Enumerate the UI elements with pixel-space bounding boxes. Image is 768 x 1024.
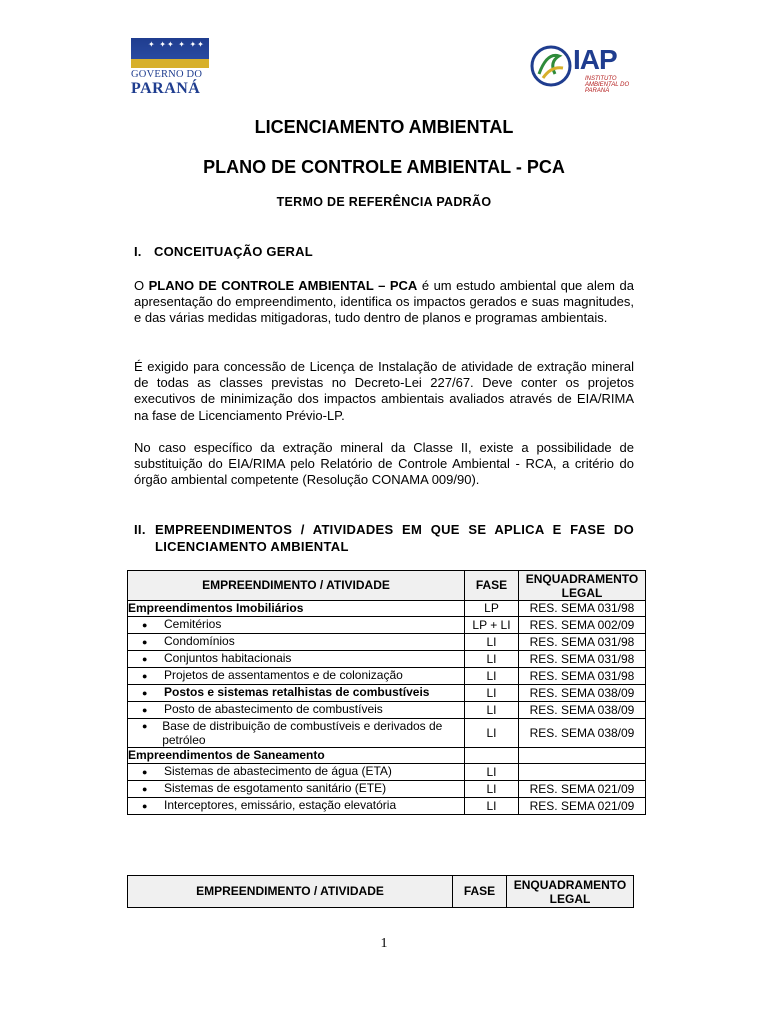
- bullet-icon: ●: [142, 637, 148, 647]
- table-row: [128, 668, 646, 685]
- row-legal: [519, 764, 646, 781]
- bullet-icon: ●: [142, 620, 148, 630]
- row-fase: LI: [465, 651, 519, 668]
- row-fase: LI: [465, 685, 519, 702]
- governo-parana-logo: [131, 38, 211, 98]
- row-activity: Sistemas de esgotamento sanitário (ETE): [164, 781, 387, 795]
- table-row: [128, 601, 646, 617]
- parana-flag-icon: [131, 38, 209, 68]
- row-fase: LI: [465, 798, 519, 815]
- bullet-icon: ●: [142, 801, 148, 811]
- iap-logo: [529, 44, 633, 92]
- iap-emblem-icon: [529, 44, 573, 88]
- page-number: 1: [380, 936, 388, 951]
- row-legal: RES. SEMA 021/09: [519, 798, 646, 815]
- row-legal: RES. SEMA 031/98: [519, 651, 646, 668]
- table-row: [128, 685, 646, 702]
- group-label: Empreendimentos Imobiliários: [128, 601, 465, 617]
- row-fase: LI: [465, 719, 519, 748]
- section-2-number: II.: [134, 522, 146, 537]
- paragraph-2: É exigido para concessão de Licença de Instalação de atividade de extração mineral de todas as classes previstas no Decreto-Lei 227/67. Deve conter os projetos executivos de minimização dos impactos ambientais avaliados através de EIA/RIMA na fase de Licenciamento Prévio-LP.: [134, 359, 634, 423]
- table-header-row: [128, 571, 646, 601]
- row-fase: LI: [465, 781, 519, 798]
- bullet-icon: ●: [142, 784, 148, 794]
- header-fase: FASE: [453, 876, 507, 908]
- row-legal: RES. SEMA 031/98: [519, 668, 646, 685]
- row-activity: Posto de abastecimento de combustíveis: [164, 702, 383, 716]
- logo-right-sub: INSTITUTO AMBIENTAL DO PARANÁ: [585, 76, 630, 94]
- section-2-title: EMPREENDIMENTOS / ATIVIDADES EM QUE SE APLICA E FASE DO LICENCIAMENTO AMBIENTAL: [155, 522, 634, 554]
- row-legal: RES. SEMA 038/09: [519, 719, 646, 748]
- bullet-icon: ●: [142, 721, 148, 731]
- header-legal: ENQUADRAMENTO LEGAL: [507, 876, 634, 908]
- row-activity: Interceptores, emissário, estação elevatória: [164, 798, 397, 812]
- header-fase: FASE: [465, 571, 519, 601]
- para1-prefix: O: [134, 278, 149, 293]
- section-1-heading: [134, 244, 313, 259]
- title-licenciamento: LICENCIAMENTO AMBIENTAL: [254, 117, 514, 137]
- row-fase: LI: [465, 668, 519, 685]
- row-fase: LI: [465, 764, 519, 781]
- row-activity: Postos e sistemas retalhistas de combustíveis: [164, 685, 430, 699]
- header-legal: ENQUADRAMENTO LEGAL: [519, 571, 646, 601]
- row-legal: RES. SEMA 002/09: [519, 617, 646, 634]
- paragraph-1: [134, 278, 634, 327]
- row-legal: RES. SEMA 038/09: [519, 685, 646, 702]
- logo-left-line2: PARANÁ: [131, 80, 201, 97]
- activities-table: [127, 570, 646, 815]
- row-legal: RES. SEMA 038/09: [519, 702, 646, 719]
- bullet-icon: ●: [142, 688, 148, 698]
- row-activity: Cemitérios: [164, 617, 222, 631]
- subtitle-termo: TERMO DE REFERÊNCIA PADRÃO: [276, 195, 492, 209]
- table-row: [128, 617, 646, 634]
- bullet-icon: ●: [142, 671, 148, 681]
- row-fase: LI: [465, 634, 519, 651]
- row-legal: [519, 748, 646, 764]
- row-fase: LI: [465, 702, 519, 719]
- row-activity: Projetos de assentamentos e de colonização: [164, 668, 403, 682]
- row-activity: Conjuntos habitacionais: [164, 651, 292, 665]
- bullet-icon: ●: [142, 767, 148, 777]
- row-legal: RES. SEMA 031/98: [519, 634, 646, 651]
- header-activity: EMPREENDIMENTO / ATIVIDADE: [128, 876, 453, 908]
- table-row: [128, 719, 646, 748]
- section-1-title: CONCEITUAÇÃO GERAL: [154, 244, 313, 259]
- bullet-icon: ●: [142, 705, 148, 715]
- row-fase: LP + LI: [465, 617, 519, 634]
- table-row: [128, 634, 646, 651]
- table-header-row: [128, 876, 634, 908]
- table-row: [128, 781, 646, 798]
- table-row: [128, 702, 646, 719]
- table-row: [128, 764, 646, 781]
- row-fase: LP: [465, 601, 519, 617]
- paragraph-3: No caso específico da extração mineral da Classe II, existe a possibilidade de substituição do EIA/RIMA pelo Relatório de Controle Ambiental - RCA, a critério do órgão ambiental competente (Resolução CONAMA 009/90).: [134, 440, 634, 488]
- activities-table-continued: [127, 875, 634, 908]
- row-legal: RES. SEMA 031/98: [519, 601, 646, 617]
- header-activity: EMPREENDIMENTO / ATIVIDADE: [128, 571, 465, 601]
- logo-left-line1: GOVERNO DO: [131, 69, 203, 80]
- row-activity: Sistemas de abastecimento de água (ETA): [164, 764, 392, 778]
- table-row: [128, 748, 646, 764]
- table-row: [128, 651, 646, 668]
- section-1-number: I.: [134, 244, 142, 259]
- para1-bold: PLANO DE CONTROLE AMBIENTAL – PCA: [148, 278, 418, 293]
- logo-right-name: IAP: [573, 44, 617, 75]
- table-row: [128, 798, 646, 815]
- row-fase: [465, 748, 519, 764]
- title-pca: PLANO DE CONTROLE AMBIENTAL - PCA: [203, 157, 565, 177]
- row-activity: Base de distribuição de combustíveis e derivados de petróleo: [162, 719, 443, 747]
- stars-icon: ✦ ✦✦ ✦ ✦✦: [148, 40, 205, 49]
- row-activity: Condomínios: [164, 634, 235, 648]
- row-legal: RES. SEMA 021/09: [519, 781, 646, 798]
- group-label: Empreendimentos de Saneamento: [128, 748, 465, 764]
- para1-rest: é um estudo ambiental que alem da apresentação do empreendimento, identifica os impactos gerados e suas magnitudes, e das várias medidas mitigadoras, tudo dentro de planos e programas ambientais.: [134, 278, 634, 326]
- section-2-heading: [134, 521, 634, 555]
- bullet-icon: ●: [142, 654, 148, 664]
